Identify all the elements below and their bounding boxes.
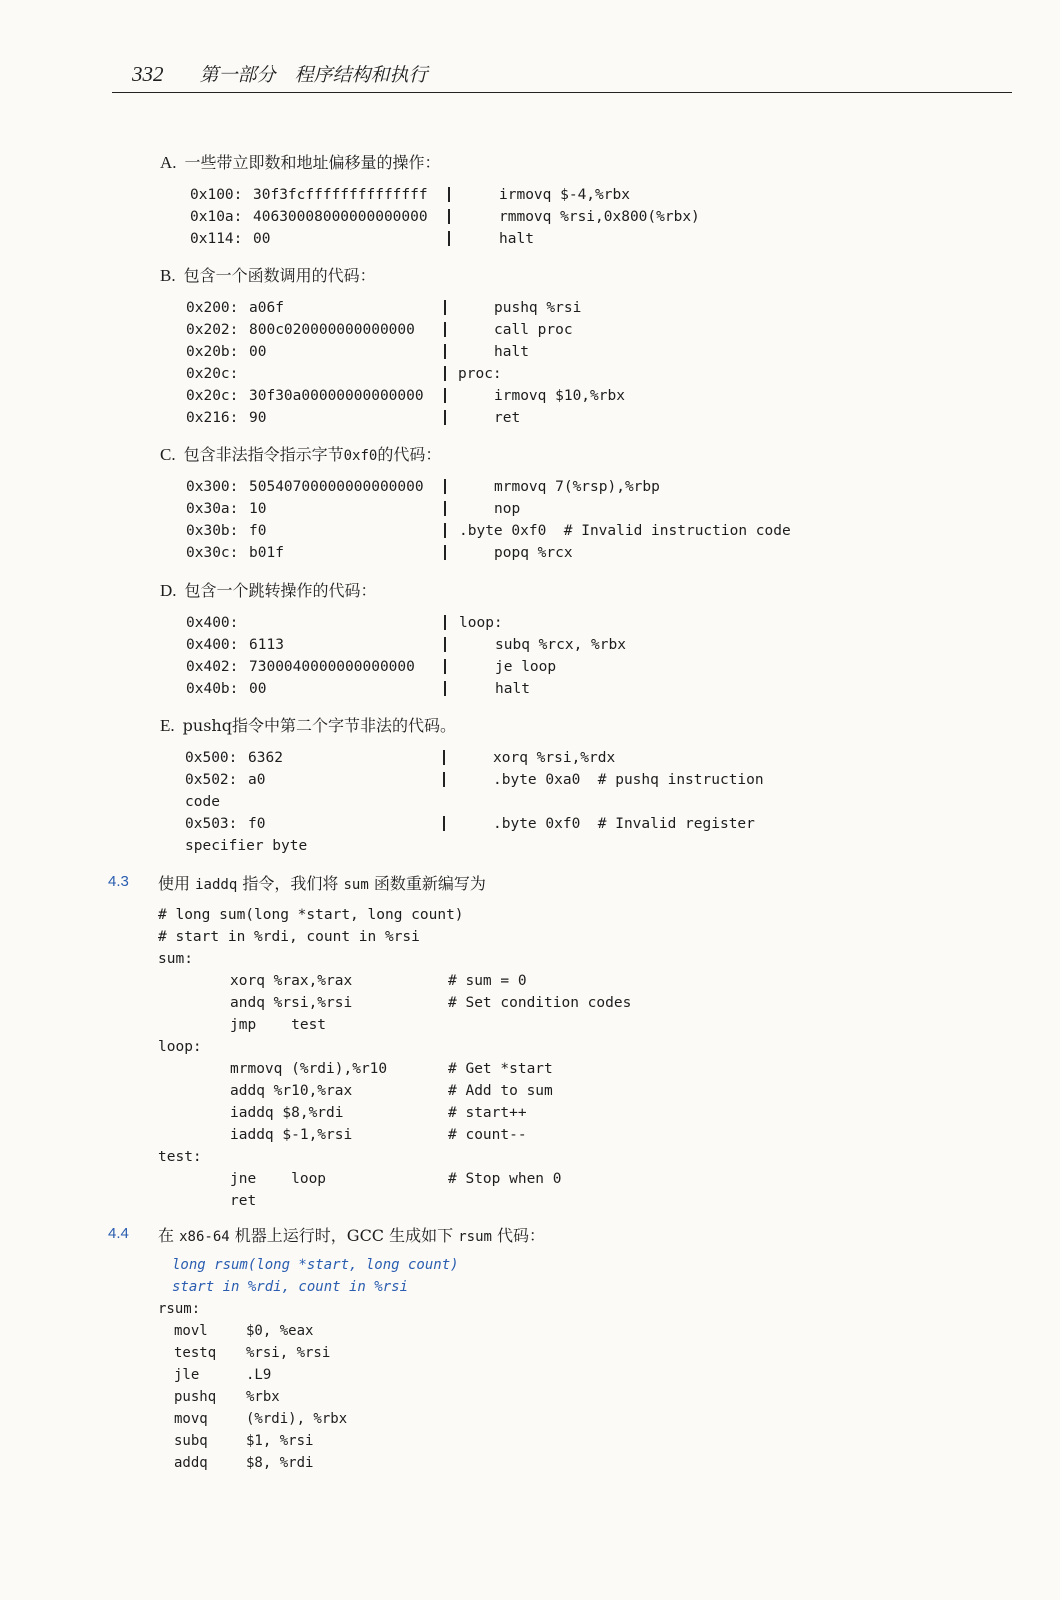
header-rule [112, 92, 1012, 93]
chapter-title: 第一部分 程序结构和执行 [199, 64, 428, 86]
section-d-heading: D. 包含一个跳转操作的代码： [160, 581, 377, 600]
section-e-heading: E. pushq指令中第二个字节非法的代码。 [160, 716, 456, 735]
problem-4-4-intro: 在 x86-64 机器上运行时，GCC 生成如下 rsum 代码： [158, 1226, 546, 1245]
section-a-heading: A. 一些带立即数和地址偏移量的操作： [160, 153, 441, 172]
problem-number: 4.4 [108, 1225, 129, 1242]
problem-number: 4.3 [108, 873, 129, 890]
page-header [132, 60, 428, 87]
section-c-heading: C. 包含非法指令指示字节0xf0的代码： [160, 445, 442, 464]
page-number: 332 [132, 62, 164, 86]
problem-4-3-intro: 使用 iaddq 指令，我们将 sum 函数重新编写为 [158, 874, 486, 893]
section-b-heading: B. 包含一个函数调用的代码： [160, 266, 376, 285]
